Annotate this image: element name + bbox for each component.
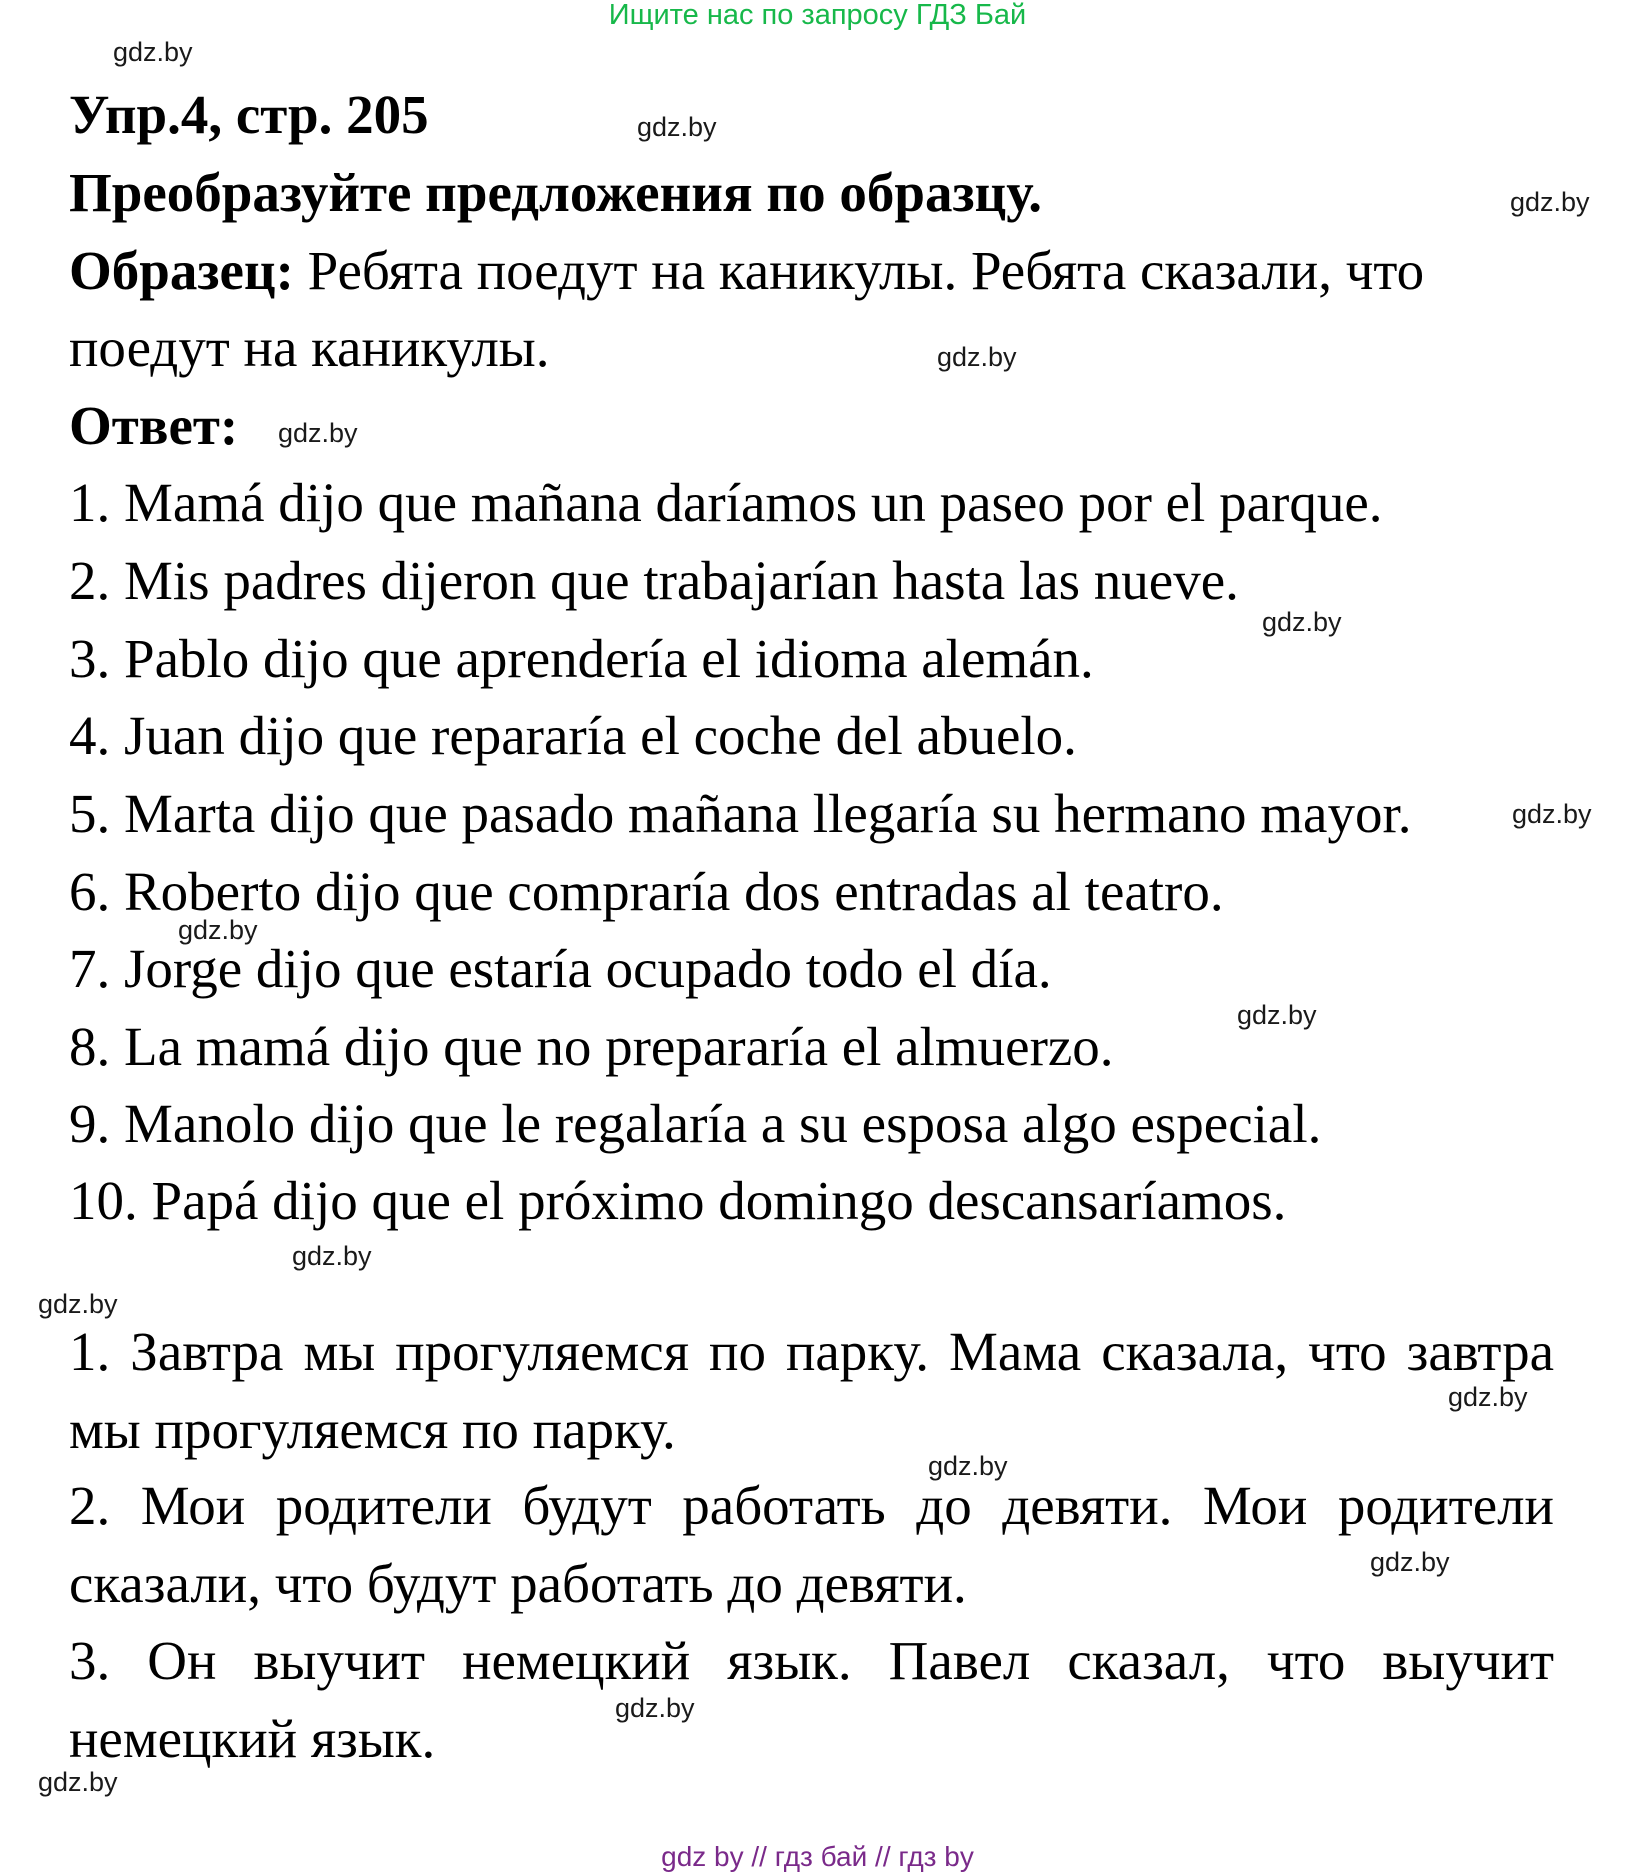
answer-item: 1. Mamá dijo que mañana daríamos un paseo por el parque. [69,472,1383,533]
watermark: gdz.by [292,1241,372,1271]
top-banner: Ищите нас по запросу ГДЗ Бай [608,0,1027,31]
sample-text: Ребята поедут на каникулы. Ребята сказали, что [293,240,1425,301]
task-instruction: Преобразуйте предложения по образцу. [69,162,1042,223]
translation-item: 1. Завтра мы прогуляемся по парку. Мама сказала, что завтра мы прогуляемся по парку. [69,1321,1554,1460]
answer-label: Ответ: [69,395,239,456]
sample-line-2: поедут на каникулы. [69,317,550,378]
answer-item: 7. Jorge dijo que estaría ocupado todo el día. [69,938,1052,999]
watermark: gdz.by [615,1693,695,1723]
watermark: gdz.by [1510,187,1590,217]
watermark: gdz.by [928,1451,1008,1481]
answer-item: 3. Pablo dijo que aprendería el idioma alemán. [69,628,1094,689]
watermark: gdz.by [1370,1547,1450,1577]
answer-item: 4. Juan dijo que repararía el coche del abuelo. [69,705,1077,766]
watermark: gdz.by [1448,1382,1528,1412]
footer: gdz by // гдз бай // гдз by [661,1841,974,1872]
exercise-title: Упр.4, стр. 205 [69,84,429,145]
watermark: gdz.by [38,1289,118,1319]
watermark: gdz.by [1237,1000,1317,1030]
translation-item: 3. Он выучит немецкий язык. Павел сказал, что выучит немецкий язык. [69,1630,1554,1769]
watermark: gdz.by [278,418,358,448]
answer-item: 10. Papá dijo que el próximo domingo descansaríamos. [69,1170,1287,1231]
watermark: gdz.by [178,915,258,945]
watermark: gdz.by [637,112,717,142]
watermark: gdz.by [113,37,193,67]
sample-line-1 [69,240,1424,302]
answer-item: 5. Marta dijo que pasado mañana llegaría su hermano mayor. [69,783,1412,844]
answer-item: 8. La mamá dijo que no prepararía el almuerzo. [69,1016,1114,1077]
translation-item: 2. Мои родители будут работать до девяти. Мои родители сказали, что будут работать до девяти. [69,1475,1554,1614]
sample-label: Образец: [69,240,294,301]
answer-item: 6. Roberto dijo que compraría dos entradas al teatro. [69,861,1224,922]
answer-item: 2. Mis padres dijeron que trabajarían hasta las nueve. [69,550,1239,611]
watermark: gdz.by [1262,607,1342,637]
watermark: gdz.by [1512,799,1592,829]
watermark: gdz.by [38,1767,118,1797]
watermark: gdz.by [937,342,1017,372]
answer-item: 9. Manolo dijo que le regalaría a su esposa algo especial. [69,1093,1322,1154]
